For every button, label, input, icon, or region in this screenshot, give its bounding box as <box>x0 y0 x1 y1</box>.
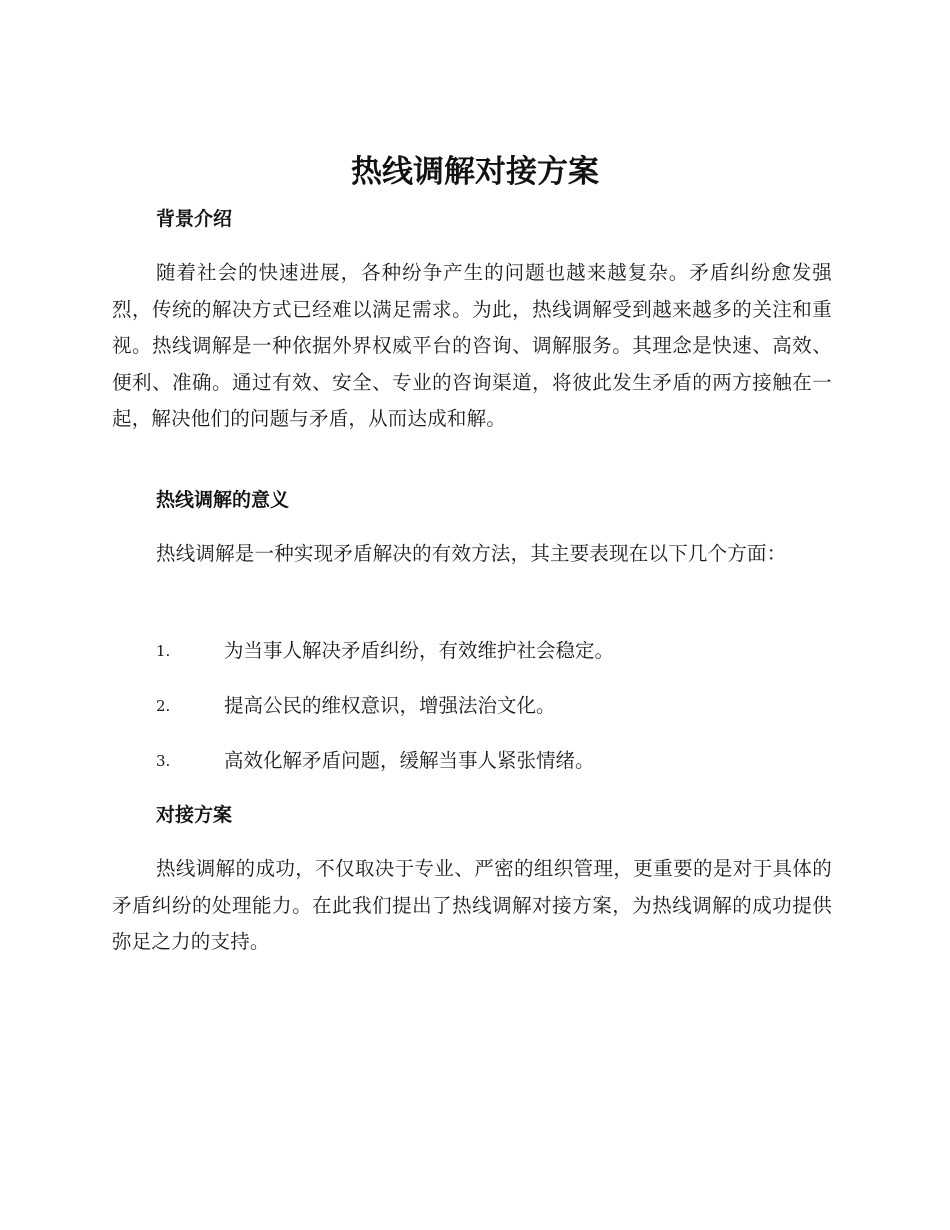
document-title: 热线调解对接方案 <box>351 154 599 190</box>
section-paragraph-plan: 热线调解的成功，不仅取决于专业、严密的组织管理，更重要的是对于具体的矛盾纠纷的处理能力。在此我们提出了热线调解对接方案，为热线调解的成功提供弥足之力的支持。 <box>112 857 832 953</box>
list-item-text: 提高公民的维权意识，增强法治文化。 <box>224 694 556 717</box>
list-item-number: 2. <box>156 697 171 715</box>
list-item-number: 1. <box>156 642 171 660</box>
section-heading-background: 背景介绍 <box>156 208 233 230</box>
list-item-text: 为当事人解决矛盾纠纷，有效维护社会稳定。 <box>224 639 615 662</box>
list-item-text: 高效化解矛盾问题，缓解当事人紧张情绪。 <box>224 749 595 772</box>
list-item-number: 3. <box>156 752 171 770</box>
section-paragraph-significance: 热线调解是一种实现矛盾解决的有效方法，其主要表现在以下几个方面： <box>156 542 787 565</box>
section-heading-significance: 热线调解的意义 <box>156 489 290 511</box>
section-heading-plan: 对接方案 <box>156 804 233 826</box>
section-paragraph-background: 随着社会的快速进展，各种纷争产生的问题也越来越复杂。矛盾纠纷愈发强烈，传统的解决方式已经难以满足需求。为此，热线调解受到越来越多的关注和重视。热线调解是一种依据外界权威平台的咨询、调解服务。其理念是快速、高效、便利、准确。通过有效、安全、专业的咨询渠道，将彼此发生矛盾的两方接触在一起，解决他们的问题与矛盾，从而达成和解。 <box>112 261 832 430</box>
